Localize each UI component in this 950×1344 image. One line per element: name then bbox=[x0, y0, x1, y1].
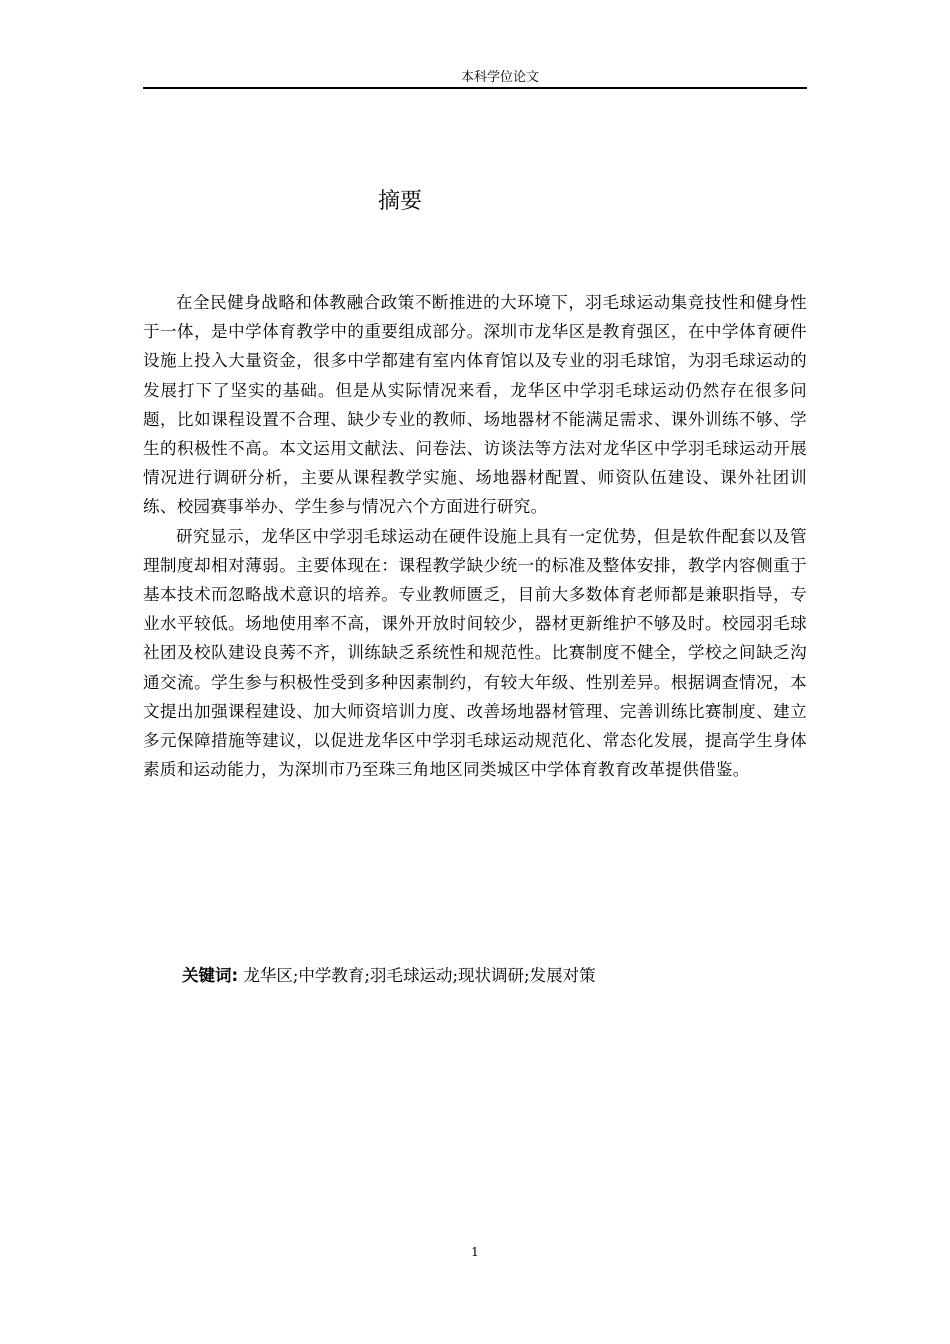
abstract-paragraph-1: 在全民健身战略和体教融合政策不断推进的大环境下，羽毛球运动集竞技性和健身性于一体，是中学体育教学中的重要组成部分。深圳市龙华区是教育强区，在中学体育硬件设施上投入大量资金，很多中学都建有室内体育馆以及专业的羽毛球馆，为羽毛球运动的发展打下了坚实的基础。但是从实际情况来看，龙华区中学羽毛球运动仍然存在很多问题，比如课程设置不合理、缺少专业的教师、场地器材不能满足需求、课外训练不够、学生的积极性不高。本文运用文献法、问卷法、访谈法等方法对龙华区中学羽毛球运动开展情况进行调研分析，主要从课程教学实施、场地器材配置、师资队伍建设、课外社团训练、校园赛事举办、学生参与情况六个方面进行研究。 bbox=[143, 293, 807, 517]
abstract-title: 摘要 bbox=[377, 189, 422, 214]
abstract-paragraph-2: 研究显示，龙华区中学羽毛球运动在硬件设施上具有一定优势，但是软件配套以及管理制度却相对薄弱。主要体现在：课程教学缺少统一的标准及整体安排，教学内容侧重于基本技术而忽略战术意识的培养。专业教师匮乏，目前大多数体育老师都是兼职指导，专业水平较低。场地使用率不高，课外开放时间较少，器材更新维护不够及时。校园羽毛球社团及校队建设良莠不齐，训练缺乏系统性和规范性。比赛制度不健全，学校之间缺乏沟通交流。学生参与积极性受到多种因素制约，有较大年级、性别差异。根据调查情况，本文提出加强课程建设、加大师资培训力度、改善场地器材管理、完善训练比赛制度、建立多元保障措施等建议，以促进龙华区中学羽毛球运动规范化、常态化发展，提高学生身体素质和运动能力，为深圳市乃至珠三角地区同类城区中学体育教育改革提供借鉴。 bbox=[143, 526, 807, 780]
keywords-line bbox=[182, 961, 596, 990]
keywords-label: 关键词: bbox=[182, 966, 239, 985]
running-header bbox=[143, 68, 807, 89]
running-header-title: 本科学位论文 bbox=[460, 70, 539, 85]
abstract-body bbox=[143, 288, 807, 784]
page-number: 1 bbox=[471, 1245, 479, 1259]
keywords-text: 龙华区;中学教育;羽毛球运动;现状调研;发展对策 bbox=[238, 966, 596, 985]
